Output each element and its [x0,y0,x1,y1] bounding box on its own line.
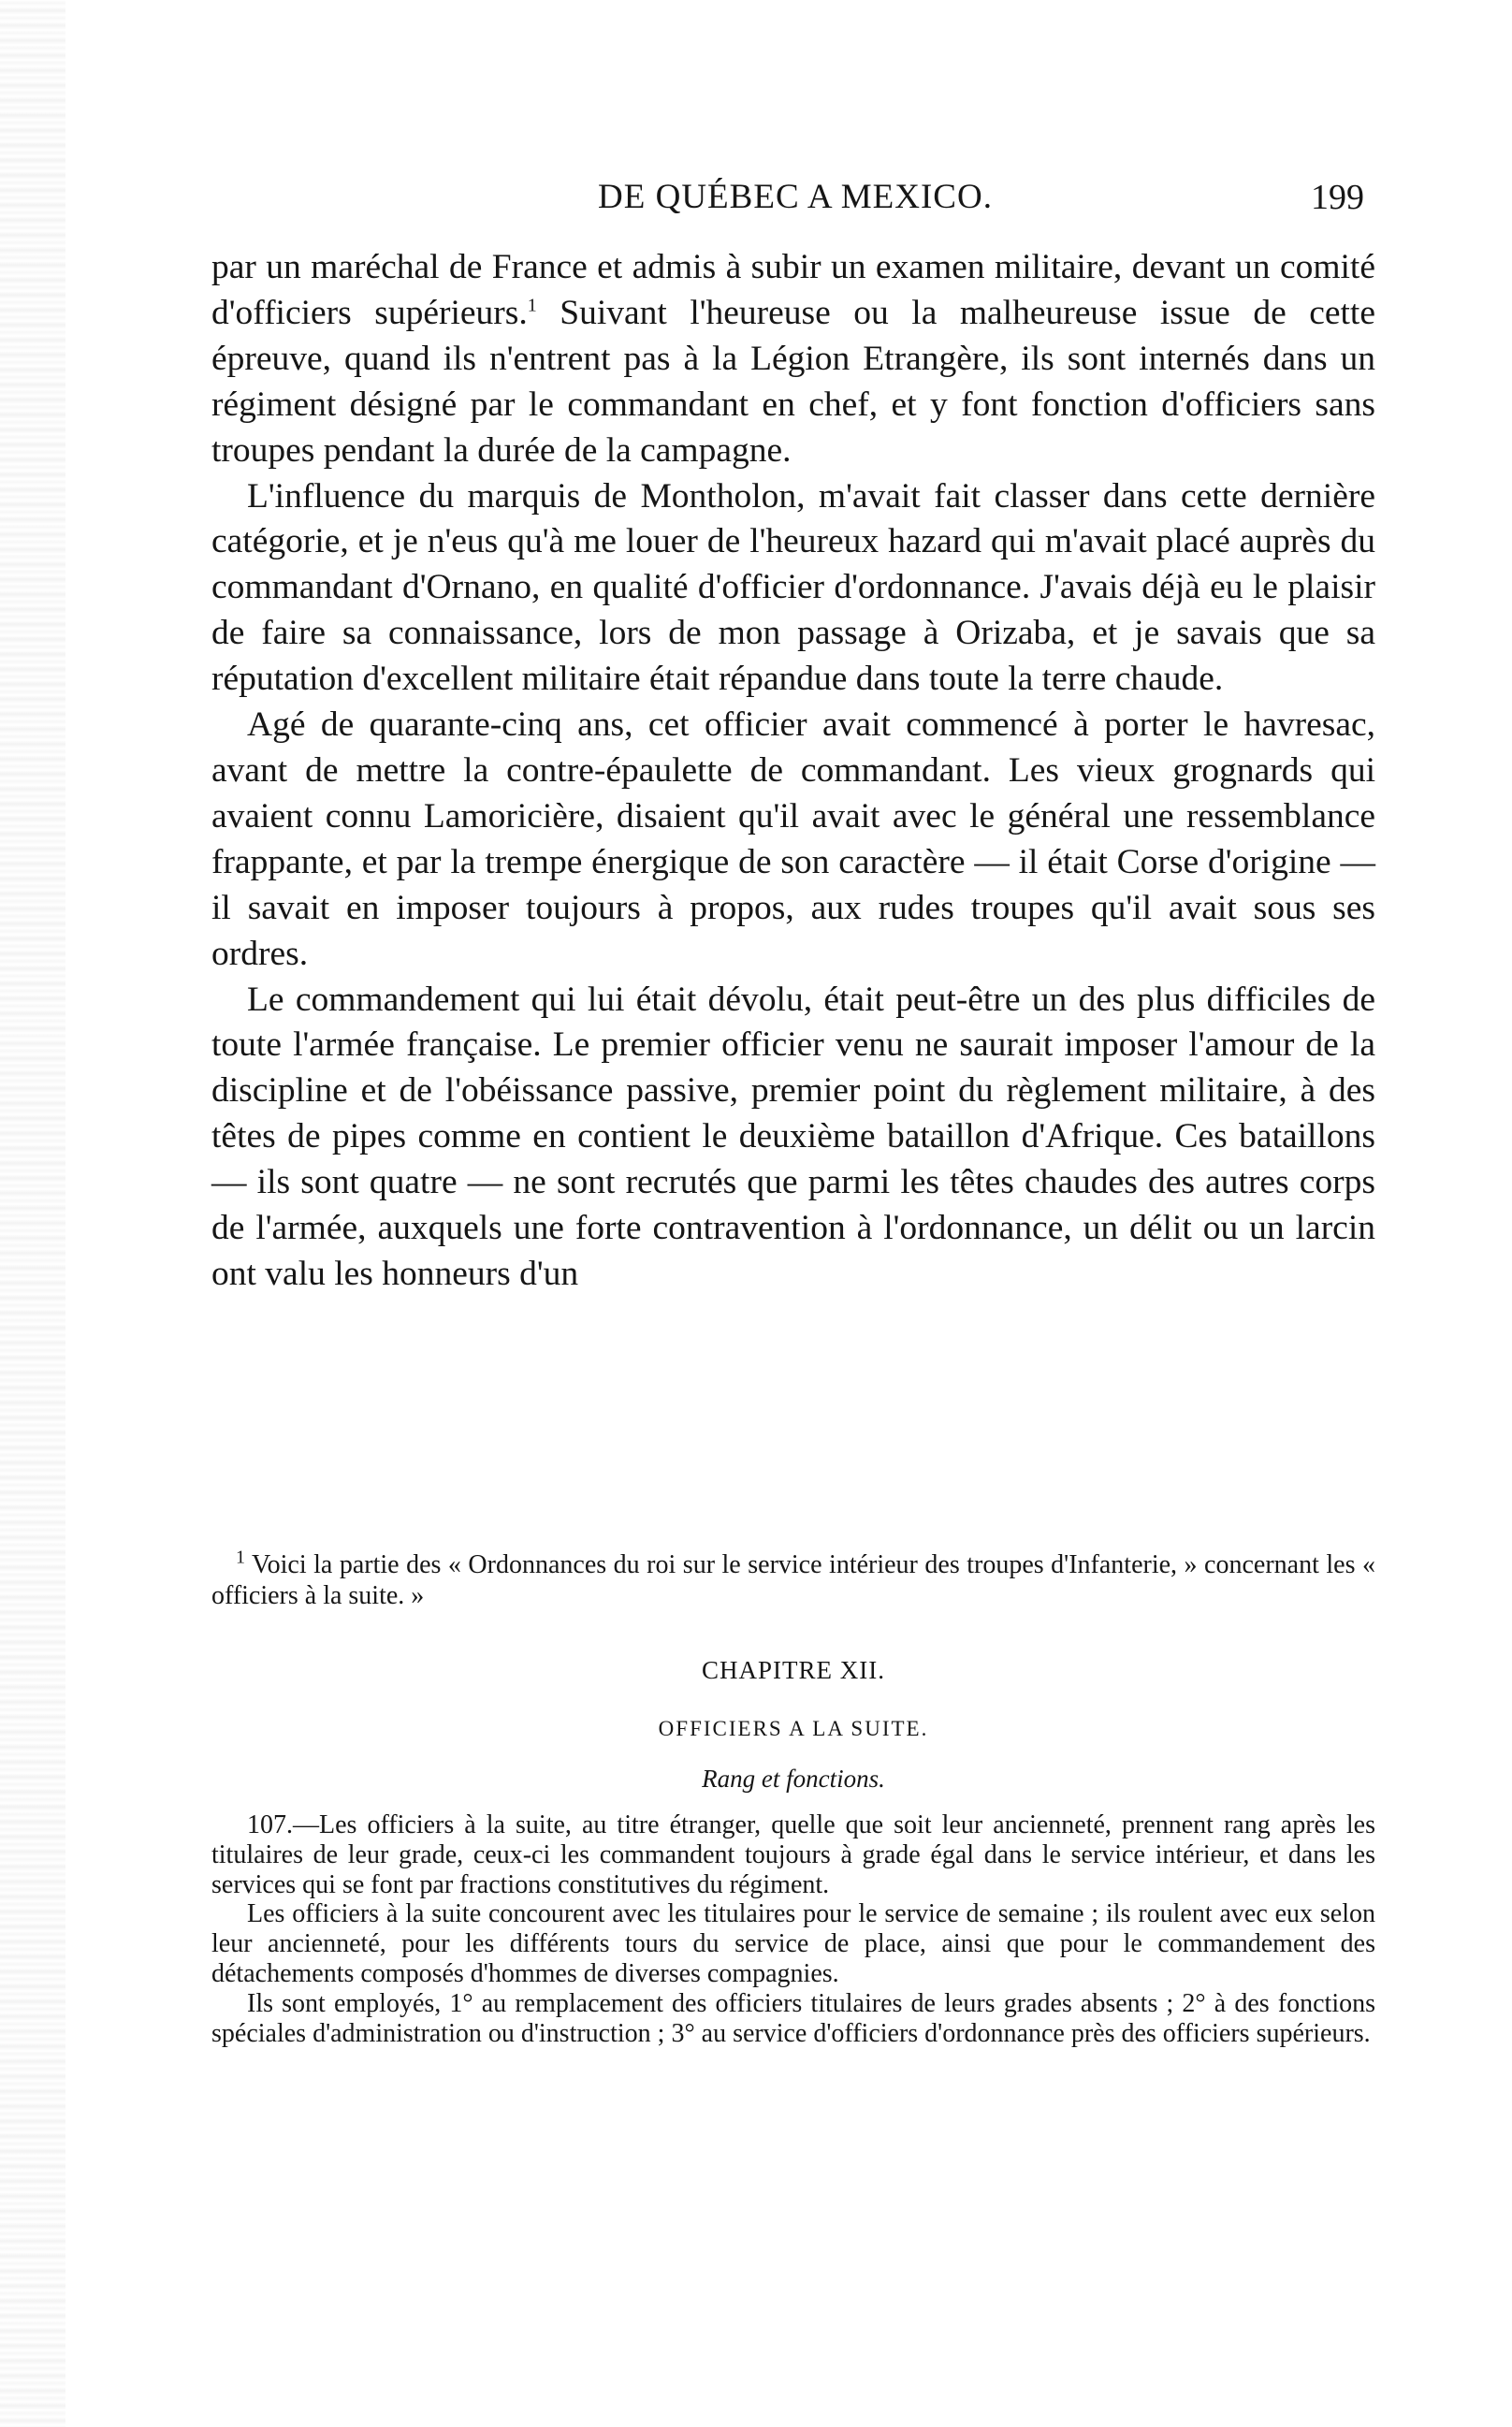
article-paragraph-3: Ils sont employés, 1° au remplacement des officiers titulaires de leurs grades absents ; 2° à des fonctions spéciales d'administration ou d'instruction ; 3° au service d'officiers d'ordonnance près des officiers supérieurs. [211,1988,1375,2048]
paragraph-1-end: Suivant l'heureuse ou la malheureuse issue de cette épreuve, quand ils n'entrent pas à la Légion Etrangère, ils sont internés dans un régiment désigné par le commandant en chef, et y font fonction d'officiers sans troupes pendant la durée de la campagne. [211,293,1375,470]
page-number: 199 [1311,178,1364,217]
footnote-text: Voici la partie des « Ordonnances du roi sur le service intérieur des troupes d'Infanterie, » concernant les « officiers à la suite. » [211,1550,1375,1610]
paragraph-1-text: par un maréchal de France et admis à subir un examen militaire, devant un comité d'officiers supérieurs. [211,248,1375,332]
footnote-mark: 1 [236,1547,245,1568]
section-title: OFFICIERS A LA SUITE. [658,1717,929,1740]
paragraph-2: L'influence du marquis de Montholon, m'avait fait classer dans cette dernière catégorie, et je n'eus qu'à me louer de l'heureux hazard qui m'avait placé auprès du commandant d'Ornano, en qualité d'officier d'ordonnance. J'avais déjà eu le plaisir de faire sa connaissance, lors de mon passage à Orizaba, et je savais que sa réputation d'excellent militaire était répandue dans toute la terre chaude. [211,476,1375,699]
main-text [211,245,1375,1298]
paragraph-3: Agé de quarante-cinq ans, cet officier avait commencé à porter le havresac, avant de mettre la contre-épaulette de commandant. Les vieux grognards qui avaient connu Lamoricière, disaient qu'il avait avec le général une ressemblance frappante, et par la trempe énergique de son caractère — il était Corse d'origine — il savait en imposer toujours à propos, aux rudes troupes qu'il avait sous ses ordres. [211,705,1375,973]
section-subtitle: Rang et fonctions. [702,1765,885,1793]
running-title: DE QUÉBEC A MEXICO. [598,178,993,216]
page-binding-edge [0,0,65,2427]
paragraph-4: Le commandement qui lui était dévolu, était peut-être un des plus difficiles de toute l'armée française. Le premier officier venu ne saurait imposer l'amour de la discipline et de l'obéissance passive, premier point du règlement militaire, à des têtes de pipes comme en contient le deuxième bataillon d'Afrique. Ces bataillons — ils sont quatre — ne sont recrutés que parmi les têtes chaudes des autres corps de l'armée, auxquels une forte contravention à l'ordonnance, un délit ou un larcin ont valu les honneurs d'un [211,980,1375,1293]
article-paragraph-2: Les officiers à la suite concourent avec les titulaires pour le service de semaine ; ils roulent avec eux selon leur ancienneté, pour les différents tours du service de place, ainsi que pour le commandement des détachements composés d'hommes de diverses compagnies. [211,1899,1375,1988]
chapter-title: CHAPITRE XII. [702,1656,885,1684]
article-paragraph-1: 107.—Les officiers à la suite, au titre étranger, quelle que soit leur ancienneté, prennent rang après les titulaires de leur grade, ceux-ci les commandent toujours à grade égal dans le service intérieur, et dans les services qui se font par fractions constitutives du régiment. [211,1810,1375,1899]
paragraph-1 [211,245,1375,474]
ordinance-excerpt [211,1810,1375,2048]
footnote-reference: 1 [527,295,537,316]
footnote [211,1549,1375,1611]
page-header [215,174,1375,221]
